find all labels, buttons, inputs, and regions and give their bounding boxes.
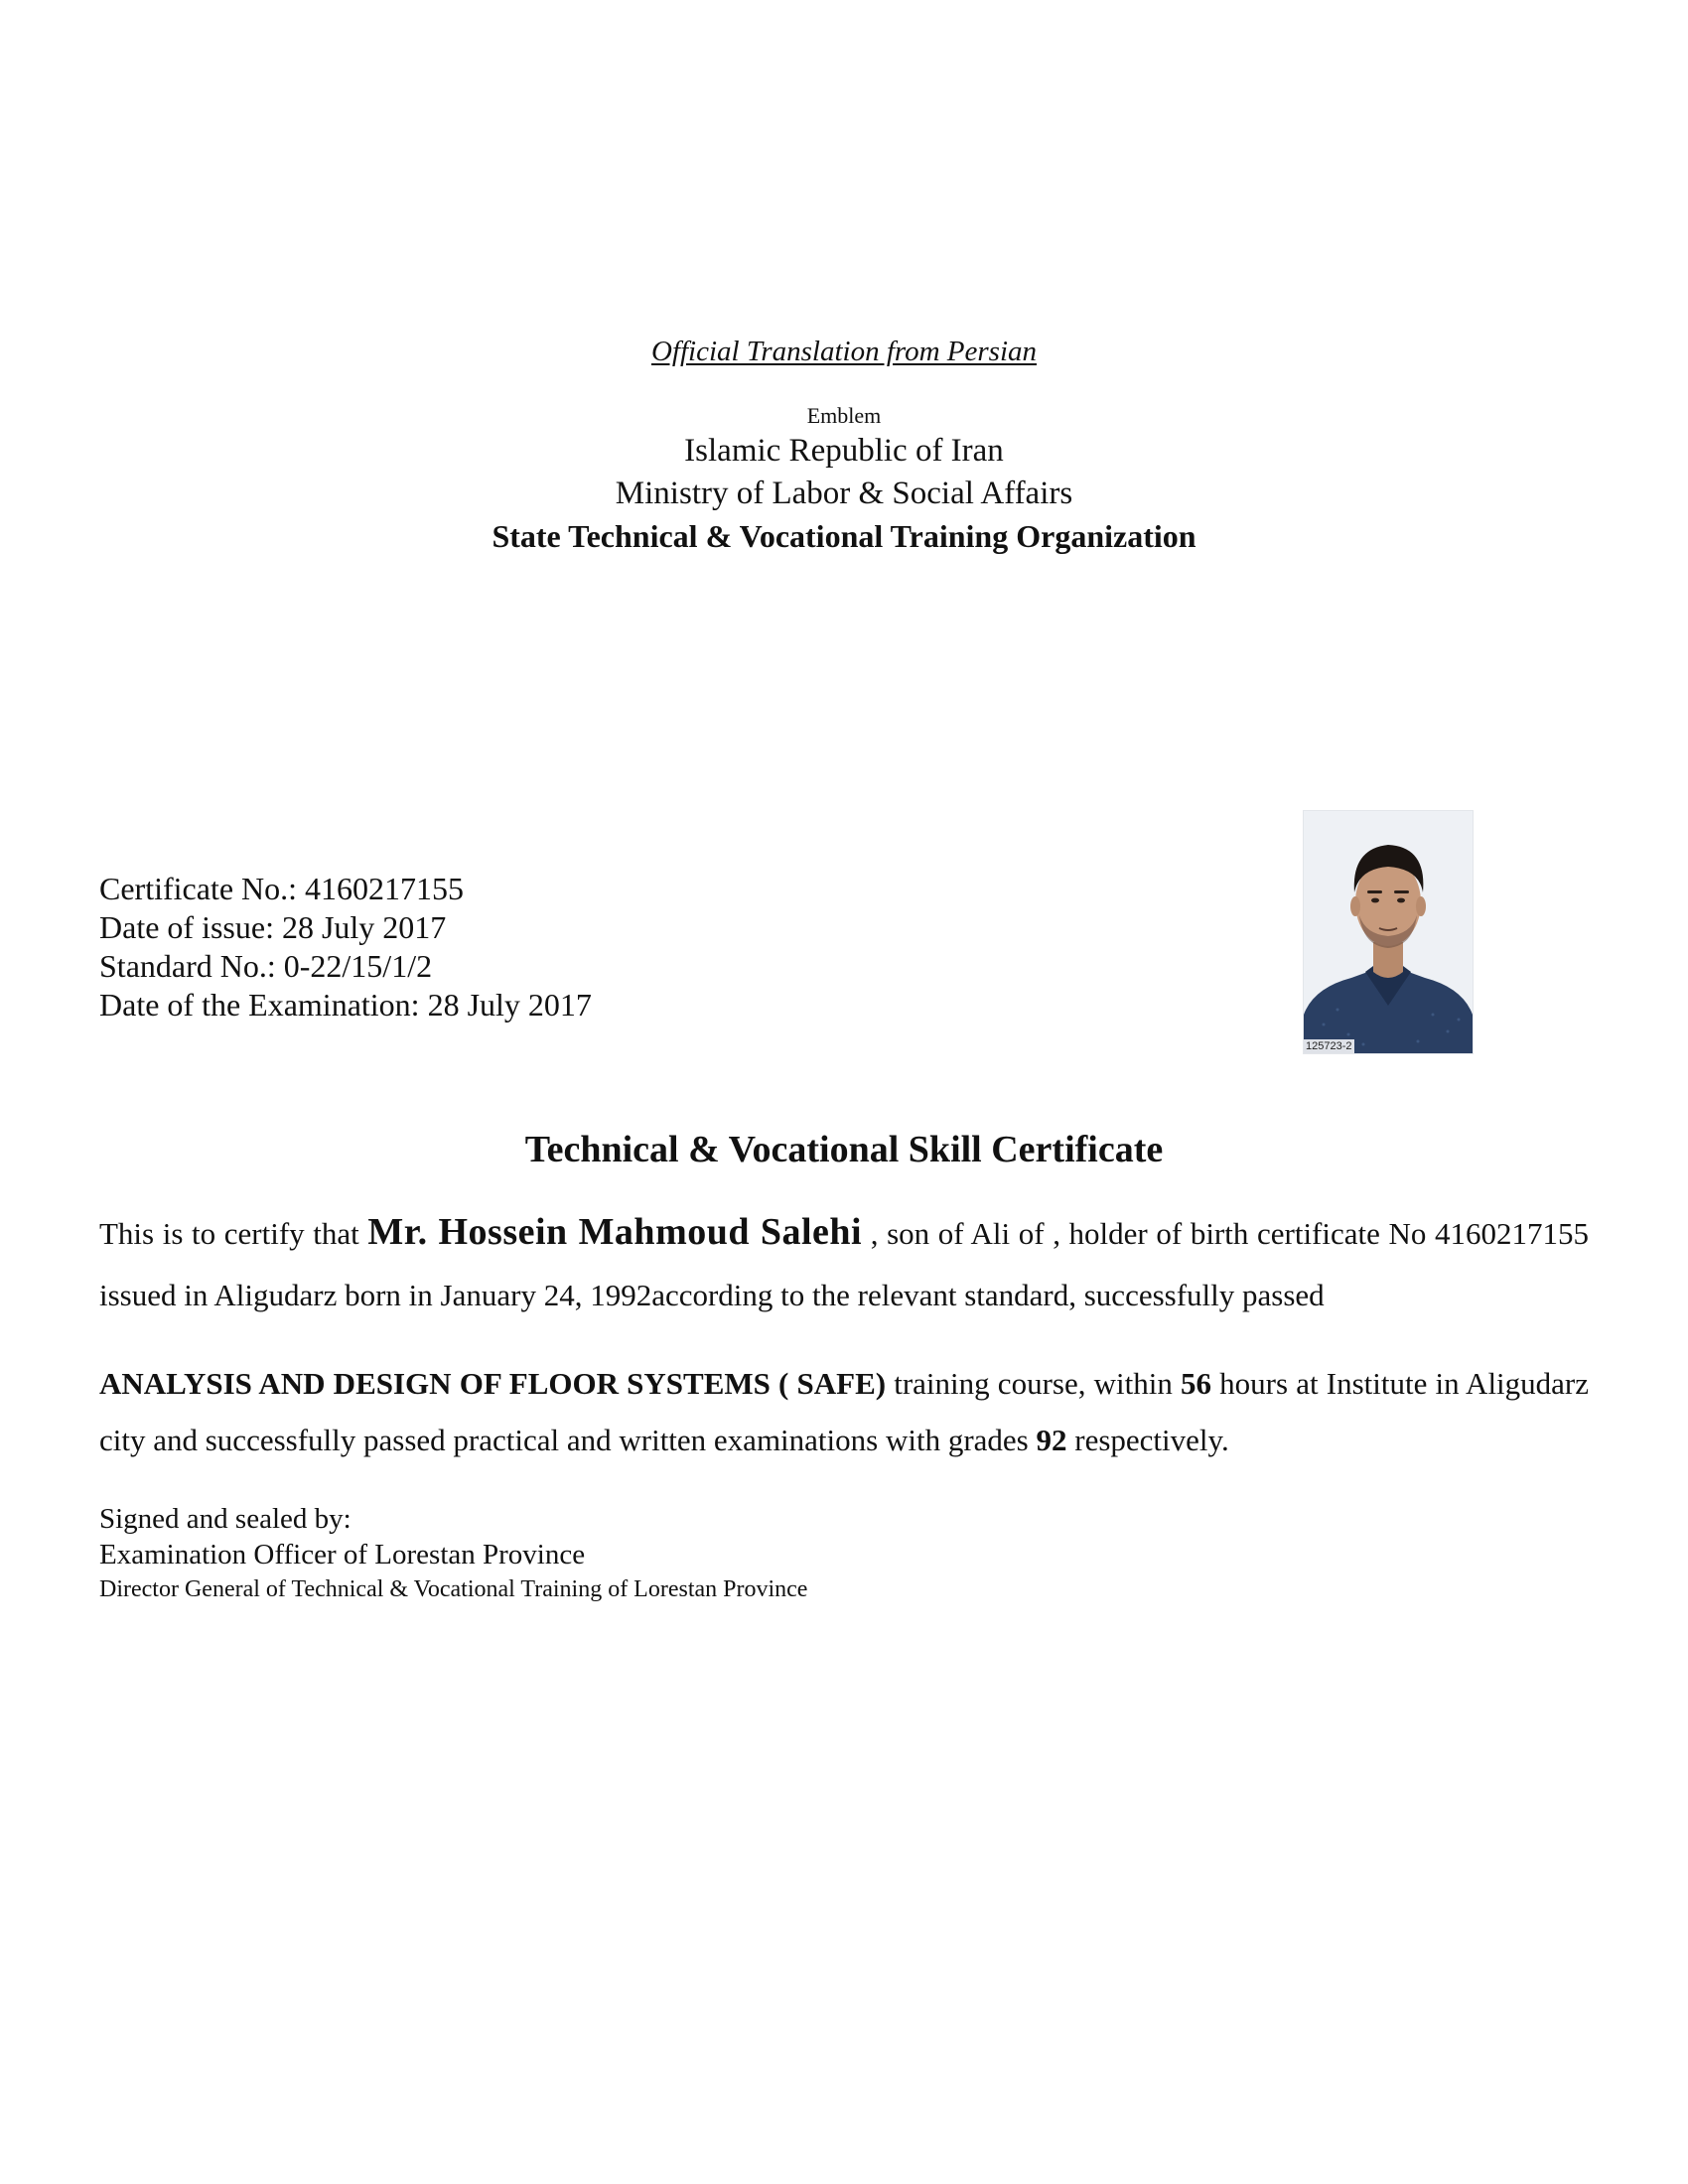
para1-rest: , son of Ali of , holder of birth certificate No 4160217155 issued in Aligudarz born in January 24, 1992according to the relevant standard, successfully passed — [99, 1216, 1590, 1312]
standard-number: Standard No.: 0-22/15/1/2 — [99, 948, 433, 984]
country-name: Islamic Republic of Iran — [684, 433, 1004, 469]
holder-photo — [1303, 810, 1474, 1054]
para2-part-c: respectively. — [1066, 1423, 1229, 1457]
examination-officer: Examination Officer of Lorestan Province — [99, 1539, 586, 1570]
holder-name: Mr. Hossein Mahmoud Salehi — [367, 1211, 863, 1253]
examination-date: Date of the Examination: 28 July 2017 — [99, 987, 592, 1023]
course-name: ANALYSIS AND DESIGN OF FLOOR SYSTEMS ( SAFE) — [99, 1366, 887, 1401]
para2-part-b: hours at Institute in Aligudarz city and successfully passed practical and written examinations with grades — [99, 1366, 1590, 1457]
signoff-block — [99, 1501, 807, 1606]
portrait-image — [1304, 811, 1473, 1053]
exam-grade: 92 — [1036, 1423, 1067, 1457]
certificate-number: Certificate No.: 4160217155 — [99, 871, 465, 906]
certificate-details — [99, 870, 592, 1024]
organization-name: State Technical & Vocational Training Organization — [492, 518, 1196, 554]
certificate-title: Technical & Vocational Skill Certificate — [524, 1129, 1164, 1170]
course-paragraph — [99, 1355, 1589, 1468]
signed-sealed-label: Signed and sealed by: — [99, 1503, 352, 1535]
date-of-issue: Date of issue: 28 July 2017 — [99, 909, 447, 945]
photo-code-label: 125723-2 — [1306, 1040, 1352, 1052]
translation-note: Official Translation from Persian — [650, 336, 1038, 367]
director-general: Director General of Technical & Vocational Training of Lorestan Province — [99, 1576, 808, 1602]
para2-part-a: training course, within — [886, 1366, 1182, 1401]
emblem-label: Emblem — [806, 403, 882, 428]
course-hours: 56 — [1181, 1366, 1212, 1401]
para1-lead: This is to certify that — [99, 1216, 368, 1251]
ministry-name: Ministry of Labor & Social Affairs — [615, 476, 1073, 511]
certification-paragraph — [99, 1201, 1589, 1326]
